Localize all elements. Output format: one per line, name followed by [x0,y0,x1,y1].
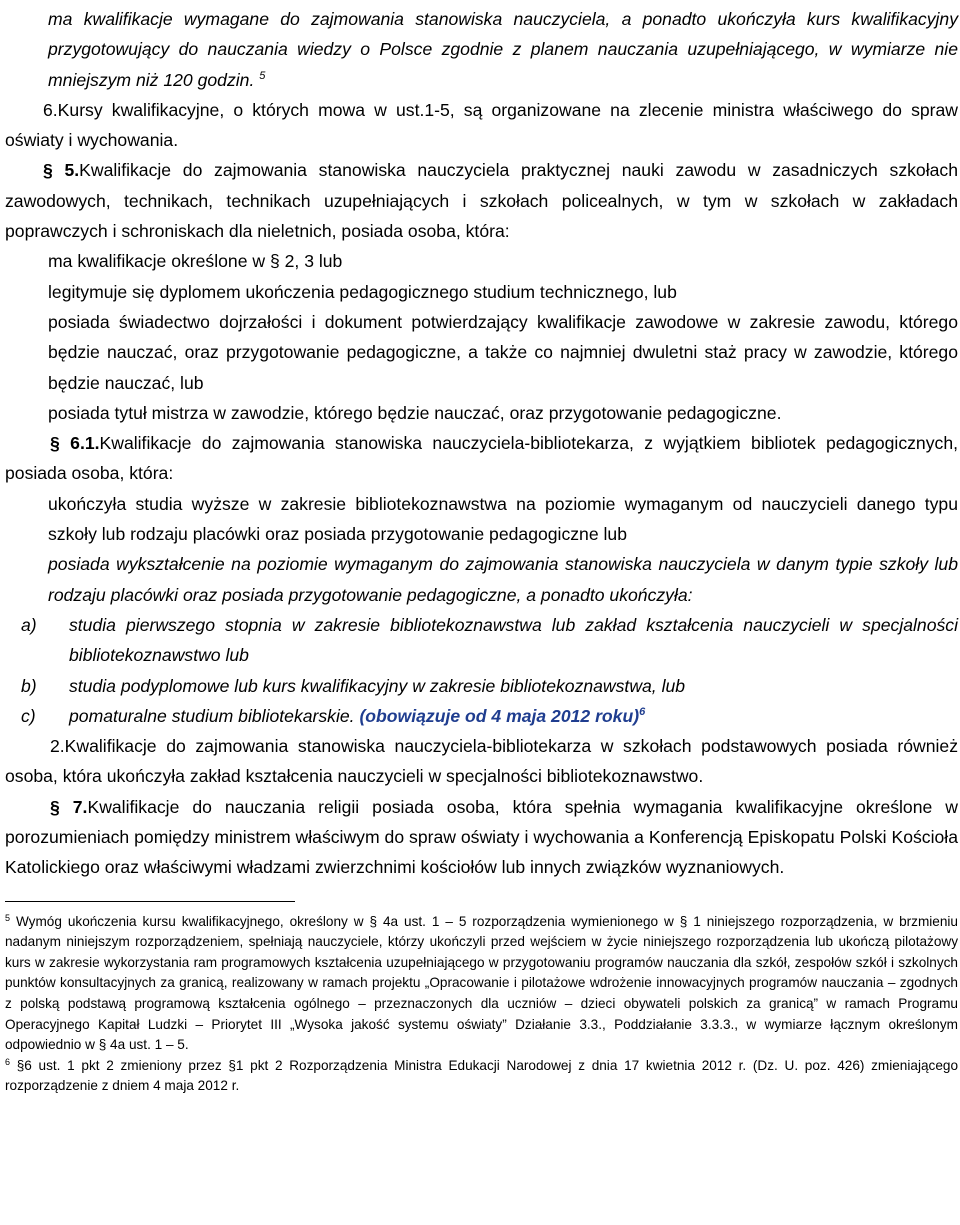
section-5-item-1 [5,246,958,276]
list-number [5,246,48,276]
footnote-number: 5 [5,912,11,923]
section-5-item-4 [5,398,958,428]
footnote-text: §6 ust. 1 pkt 2 zmieniony przez §1 pkt 2 Rozporządzenia Ministra Edukacji Narodowej z dnia 17 kwietnia 2012 r. (Dz. U. poz. 426) zmieniającego rozporządzenie z dniem 4 maja 2012 r. [5,1057,958,1094]
section-mark: § 5. [43,160,80,181]
document-page [5,4,958,1097]
section-7 [5,792,958,883]
section-6-sub-a [5,610,958,671]
footnote-separator [5,901,295,902]
list-text: ukończyła studia wyższe w zakresie bibliotekoznawstwa na poziomie wymaganym od nauczycieli danego typu szkoły lub rodzaju placówki oraz posiada przygotowanie pedagogiczne lub [48,493,958,545]
footnote-6 [5,1056,958,1097]
section-6-item-2 [5,549,958,610]
list-letter: a) [21,614,37,635]
footnote-5 [5,912,958,1056]
paragraph-4a-item-3 [5,4,958,95]
list-number [5,398,48,428]
list-text: ma kwalifikacje określone w § 2, 3 lub [48,251,343,272]
list-text: posiada wykształcenie na poziomie wymaganym do zajmowania stanowiska nauczyciela w danym typie szkoły lub rodzaju placówki oraz posiada przygotowanie pedagogiczne, a ponadto ukończyła: [48,554,958,605]
list-text: legitymuje się dyplomem ukończenia pedagogicznego studium technicznego, lub [48,281,677,302]
list-text: studia podyplomowe lub kurs kwalifikacyjny w zakresie bibliotekoznawstwa, lub [69,675,686,696]
section-6-sub-c [5,701,958,731]
section-text: Kwalifikacje do nauczania religii posiada osoba, która spełnia wymagania kwalifikacyjne określone w porozumieniach pomiędzy ministrem właściwym do spraw oświaty i wychowania a Konferencją Episkopatu Polski Kościoła Katolickiego oraz właściwymi władzami zwierzchnimi kościołów lub innych związków wyznaniowych. [5,796,958,878]
section-mark: § 7. [50,796,88,817]
section-text: Kwalifikacje do zajmowania stanowiska nauczyciela praktycznej nauki zawodu w zasadniczych szkołach zawodowych, technikach, technikach uzupełniających i szkołach policealnych, w tym w szkołach w zakładach poprawczych i schroniskach dla nieletnich, posiada osoba, która: [5,160,958,242]
amendment-note: (obowiązuje od 4 maja 2012 roku) [359,705,640,726]
list-number [5,4,48,34]
footnote-number: 6 [5,1056,11,1067]
footnote-text: Wymóg ukończenia kursu kwalifikacyjnego, określony w § 4a ust. 1 – 5 rozporządzenia wymienionego w § 1 niniejszego rozporządzenia, w brzmieniu nadanym niniejszym rozporządzeniem, spełniają nauczyciele, którzy ukończyli przed wejściem w życie niniejszego rozporządzenia lub ukończą pilotażowy kurs w zakresie wykorzystania ram programowych kształcenia uzupełniającego w przygotowaniu programów nauczania dla szkół, zespołów szkół i szkolnych punktów konsultacyjnych za granicą, realizowany w ramach projektu „Opracowanie i pilotażowe wdrożenie innowacyjnych programów nauczania – zgodnych z polską podstawą programową kształcenia ogólnego – przeznaczonych dla uczniów – dzieci obywateli polskich za granicą” w ramach Programu Operacyjnego Kapitał Ludzki – Priorytet III „Wysoka jakość systemu oświaty” Działanie 3.3., Poddziałanie 3.3.3., w wymiarze łącznym określonym odpowiednio w § 4a ust. 1 – 5. [5,913,958,1053]
section-5-item-3 [5,307,958,398]
section-text: Kwalifikacje do zajmowania stanowiska nauczyciela-bibliotekarza, z wyjątkiem bibliotek pedagogicznych, posiada osoba, która: [5,433,958,484]
list-text: posiada świadectwo dojrzałości i dokument potwierdzający kwalifikacje zawodowe w zakresie zawodu, którego będzie nauczać, oraz przygotowanie pedagogiczne, a także co najmniej dwuletni staż pracy w zawodzie, którego będzie nauczać, lub [48,311,958,393]
list-number [5,549,48,579]
footnote-ref-5[interactable]: 5 [259,69,266,82]
list-number [5,277,48,307]
list-text: ma kwalifikacje wymagane do zajmowania stanowiska nauczyciela, a ponadto ukończyła kurs kwalifikacyjny przygotowujący do nauczania wiedzy o Polsce zgodnie z planem nauczania uzupełniającego, w wymiarze nie mniejszym niż 120 godzin. [48,9,958,90]
section-6-sub-b [5,671,958,701]
section-5-item-2 [5,277,958,307]
section-mark: § 6.1. [50,433,100,454]
list-text: studia pierwszego stopnia w zakresie bibliotekoznawstwa lub zakład kształcenia nauczycieli w specjalności bibliotekoznawstwo lub [69,614,958,666]
section-5-intro [5,155,958,246]
footnote-ref-6[interactable]: 6 [639,705,646,718]
section-6-intro [5,428,958,489]
list-text: pomaturalne studium bibliotekarskie. [69,705,355,726]
section-6-ust-2: 2.Kwalifikacje do zajmowania stanowiska nauczyciela-bibliotekarza w szkołach podstawowych posiada również osoba, która ukończyła zakład kształcenia nauczycieli w specjalności bibliotekoznawstwo. [5,736,958,787]
list-text: posiada tytuł mistrza w zawodzie, którego będzie nauczać, oraz przygotowanie pedagogiczne. [48,402,782,423]
list-number [5,307,48,337]
section-6-item-1 [5,489,958,550]
paragraph-ust-6: 6.Kursy kwalifikacyjne, o których mowa w ust.1-5, są organizowane na zlecenie ministra właściwego do spraw oświaty i wychowania. [5,99,958,151]
list-letter: b) [21,675,37,696]
list-number [5,489,48,519]
list-letter: c) [21,705,36,726]
